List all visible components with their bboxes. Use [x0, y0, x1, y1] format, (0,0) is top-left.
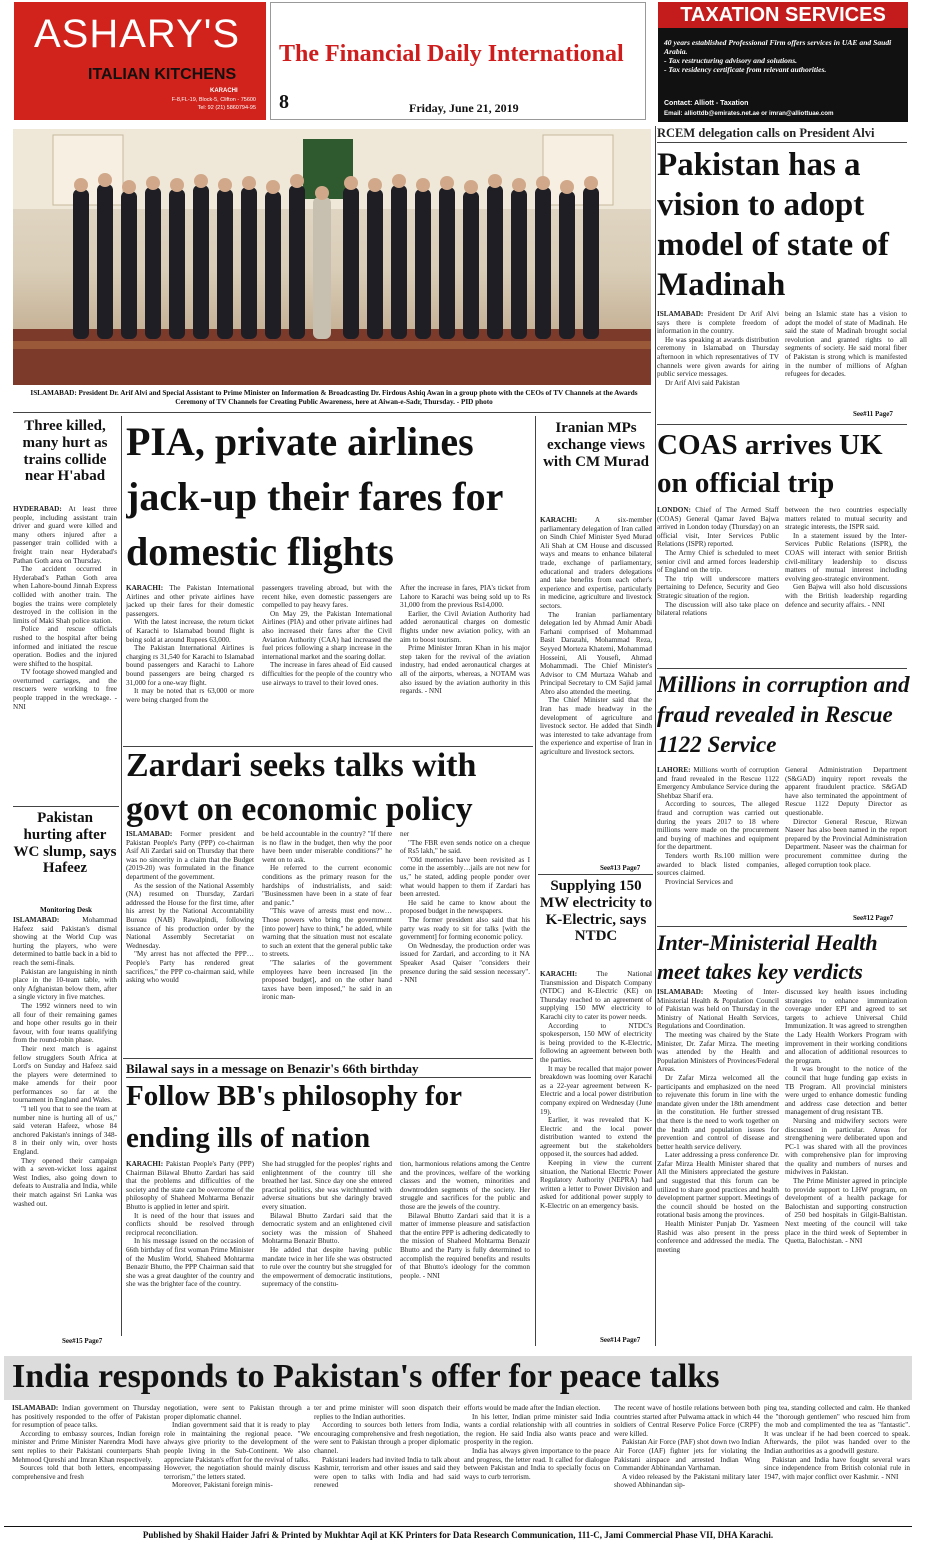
article-text: Director General Rescue, Rizwan Naseer has also been named in the report prepared by the Provincial Administration Department. Naseer was the chairman for procurement committee during the alleged corruption took place. — [785, 817, 907, 869]
article-text: He said he came to know about the proposed budget in the newspapers. — [400, 898, 530, 916]
cricket-headline: Pakistan hurting after WC slump, says Hafeez — [13, 810, 117, 877]
article-text: Later addressing a press conference Dr. Zafar Mirza Health Minister shared that All the Ministers appreciated the gesture and suggested that this forum can be utilized to share good practices and health development partner support. Meetings of the council should be hosted on the rotational basis among the provinces. — [657, 1151, 779, 1220]
article-text: The increase in fares ahead of Eid caused difficulties for the people of the country who use airways to travel to their loved ones. — [262, 661, 392, 687]
article-text: Chief of The Armed Staff (COAS) General Qamar Javed Bajwa arrived in London today (Thursday) on an official visit, Inter Services Public Relations (ISPR) reported. — [657, 506, 779, 549]
article-text: It may be noted that rs 63,000 or more were being charged from the — [126, 687, 254, 704]
ad-taxation-contact: Contact: Alliott - Taxation — [664, 100, 749, 107]
article-text: Earlier, it was revealed that K-Electric and the local power distribution wanted to extend the agreement but the stakeholders opposed it, the sources had added. — [540, 1116, 652, 1159]
madinah-jump: See#11 Page7 — [853, 410, 893, 418]
dateline: ISLAMABAD: — [12, 1404, 59, 1412]
article-text: The former president also said that his party was ready to sit for talks [with the government] for forming economic policy. — [400, 915, 530, 942]
article-text: According to sources, The alleged fraud and corruption was carried out during the years 2017 to 18 where millions were made on the procurement and buying of machines and equipment for the department. — [657, 800, 779, 852]
article-text: With the latest increase, the return ticket of Karachi to Islamabad bound flight is being sold at around Rupees 63,000. — [126, 618, 254, 644]
iran-body — [540, 516, 652, 858]
article-text: The Army Chief is scheduled to meet senior civil and armed forces leadership of England on the trip. — [657, 548, 779, 575]
article-text: In a statement issued by the Inter-Services Public Relations (ISPR), the COAS will interact with senior British civil-military leadership to discuss matters of mutual interest including evolving geo-strategic environment. — [785, 531, 907, 583]
pia-headline: PIA, private airlines jack-up their fares for domestic flights — [126, 419, 503, 574]
divider — [655, 126, 656, 1346]
rescue-col-2 — [785, 766, 907, 914]
article-text: ter and prime minister will soon dispatch their replies to the Indian authorities. — [314, 1404, 460, 1421]
article-text: Nursing and midwifery sectors were discussed in particular. Areas for strengthening were deliberated upon and PC-1 was shared with all the provinces with comprehensive plan for improving the quality and numbers of nurses and midwives in Pakistan. — [785, 1116, 907, 1177]
article-text: Former president and Pakistan People's Party (PPP) co-chairman Asif Ali Zardari said on Thursday that there was no sincerity in a claim that the Budget (2019-20) was formulated in the finance department of the government. — [126, 830, 254, 881]
health-col-1 — [657, 988, 779, 1348]
cricket-body — [13, 916, 117, 1336]
group-photo — [13, 129, 651, 385]
article-text: The recent wave of hostile relations between both countries started after Pulwama attack in which 44 soldiers of Central Reserve Police Force (CRPF) were killed. — [614, 1404, 760, 1438]
bilawal-col-1 — [126, 1160, 254, 1348]
article-text: He was speaking at awards distribution ceremony in Islamabad on Thursday afternoon in which representatives of TV channels were given awards for airing public service messages. — [657, 335, 779, 379]
article-text: being an Islamic state has a vision to adopt the model of state of Madinah. He said the state of Madinah brought social revolution and granted rights to all segments of society. He said moral fiber of Pakistan is strong which is manifested in the number of millions of Afghan refugees for decades. — [785, 310, 907, 379]
article-text: Pakistan are languishing in ninth place in the 10-team table, with only Afghanistan below them, after a single victory in five matches. — [13, 967, 117, 1002]
trains-body — [13, 505, 117, 807]
article-text: Dr Zafar Mirza welcomed all the participants and emphasized on the need to rejuvenate this forum in line with the mandate given under the 18th amendment in the constitution. He further stressed that there is the need to work together on the health and population issues for prevention and control of disease and better health service delivery. — [657, 1073, 779, 1151]
article-text: efforts would be made after the Indian election. — [464, 1404, 601, 1412]
cricket-desk: Monitoring Desk — [39, 906, 93, 914]
ad-taxation-line: - Tax restructuring advisory and solutions. — [664, 56, 798, 65]
article-text: General Administration Department (S&GAD) inquiry report reveals the apparent fraudulent practice. S&GAD have also terminated the appointment of Rescue 1122 Deputy Director as questionable. — [785, 766, 907, 817]
dateline: LONDON: — [657, 506, 691, 514]
iran-jump: See#13 Page7 — [600, 864, 641, 872]
india-col-3 — [314, 1404, 460, 1524]
article-text: The National Transmission and Dispatch Company (NTDC) and K-Electric (KE) on Thursday reached to an agreement of supplying 150 MW electricity to Karachi city to cater its power needs. — [540, 970, 652, 1021]
article-text: Pakistan and India have fought several wars since independence from British colonial rule in 1947, with major conflict over Kashmir. - NNI — [764, 1455, 910, 1481]
article-text: Police and rescue officials rushed to the hospital after being informed and initiated the rescue operation. Bodies and the injured were shifted to the hospital. — [13, 625, 117, 668]
ad-taxation-body — [664, 38, 904, 74]
ad-taxation-title: TAXATION SERVICES — [658, 2, 908, 28]
article-text: India has always given importance to the peace and progress, the letter read. It called for dialogue between Pakistan and India to specially focus on ways to curb terrorism. — [464, 1446, 610, 1481]
article-text: Earlier, the Civil Aviation Authority had added aeronautical charges on domestic flights under new aviation policy, with an aim to boost tourism. — [400, 609, 530, 644]
india-col-1 — [12, 1404, 160, 1524]
article-text: She had struggled for the peoples' rights and enlightenment of the country till she breathed her last. Since day one she entered practical politics, she was witchhunted with adverse situations but she daringly braved every situation. — [262, 1160, 392, 1211]
dateline: ISLAMABAD: — [657, 310, 704, 318]
ntdc-body — [540, 970, 652, 1330]
ad-asharys-city: KARACHI — [210, 88, 238, 94]
article-text: Pakistani leaders had invited India to talk about Kashmir, terrorism and other issues and said they were open to talks with India and had said renewed — [314, 1455, 460, 1490]
article-text: He referred to the current economic conditions as the primary reason for the hardships of industrialists, and said: "Businessmen have been in a state of fear and panic." — [262, 864, 392, 907]
article-text: Tenders worth Rs.100 million were awarded to black listed companies, sources claimed. — [657, 851, 779, 878]
article-text: between the two countries especially matters related to mutual security and strategic interests, the ISPR said. — [785, 506, 907, 532]
pia-col-1 — [126, 584, 254, 744]
divider — [121, 416, 122, 1336]
article-text: The Chief Minister said that the Iran has made headway in the development of agriculture and livestock sector. He added that Sindh was interested to take advantage from the experience and expertise of Iran in agriculture and livestock sectors. — [540, 696, 652, 757]
article-text: It is need of the hour that issues and conflicts should be resolved through reciprocal reconciliation. — [126, 1211, 254, 1237]
ad-taxation-line: - Tax residency certificate from relevant authorities. — [664, 65, 827, 74]
article-text: "This wave of arrests must end now…Those powers who bring the government [into power] have to think," he added, while warning that the situation must not escalate to such an extent that the general public take to streets. — [262, 907, 392, 959]
article-text: Bilawal Bhutto Zardari said that the democratic system and an enlightened civil society was the mission of Shaheed Mohtarma Benazir Bhutto. — [262, 1211, 392, 1246]
pia-col-2 — [262, 584, 392, 744]
dateline: KARACHI: — [126, 1160, 164, 1168]
article-text: "Old memories have been revisited as I come in the assembly…jails are not new for us," he stated, adding people ponder over what would happen to them if Zardari has been arrested. — [400, 855, 530, 899]
divider — [657, 424, 907, 425]
coas-col-1 — [657, 506, 779, 666]
article-text: The discussion will also take place on bilateral relations — [657, 600, 779, 618]
zardari-headline: Zardari seeks talks with govt on economic policy — [126, 747, 477, 828]
article-text: The Prime Minister agreed in principle to provide support to LHW program, on development of a health package for Balochistan and supporting construction of 250 bed hospitals in Gilgit-Baltistan. Next meeting of the council will take place in the third week of September in Quetta, Balochistan. - NNI — [785, 1177, 907, 1246]
bilawal-col-3 — [400, 1160, 530, 1348]
article-text: Keeping in view the current situation, the National Electric Power Regulatory Authority (NEPRA) had written a letter to Power Division and asked for additional power supply to K-Electric on an emergency basis. — [540, 1159, 652, 1211]
divider — [13, 806, 119, 807]
divider — [657, 926, 907, 927]
article-text: passengers traveling abroad, but with the recent hike, even domestic passengers are compelled to pay heavy fares. — [262, 584, 392, 610]
ntdc-headline: Supplying 150 MW electricity to K-Electric, says NTDC — [539, 878, 653, 945]
article-text: ner — [400, 830, 410, 838]
article-text: Provincial Services and — [665, 877, 733, 886]
article-text: "I tell you that to see the team at number nine is hurting all of us," said veteran Hafeez, whose 84 anchored Pakistan's innings of 348-8 in their only win, over hosts England. — [13, 1105, 117, 1157]
article-text: According to embassy sources, Indian foreign minister and Prime Minister Narendra Modi have sent replies to their Pakistani counterparts Shah Mehmood Qureshi and Imran Khan respectively. — [12, 1429, 160, 1464]
article-text: They opened their campaign with a seven-wicket loss against West Indies, also going down to defeats to Australia and India, while their match against Sri Lanka was washed out. — [13, 1156, 117, 1208]
dateline: ISLAMABAD: — [13, 916, 60, 924]
article-text: According to sources both letters from India, encouraging comprehensive and fresh negotiation, were sent to Pakistan through a proper diplomatic channel. — [314, 1421, 460, 1455]
dateline: KARACHI: — [540, 516, 578, 524]
masthead-title: The Financial Daily International — [279, 41, 624, 67]
article-text: In his letter, Indian prime minister said India wants a cordial relationship with all countries in the region. He said India also wants peace and prosperity in the region. — [464, 1412, 610, 1447]
article-text: Their next match is against fellow strugglers South Africa at Lord's on Sunday and Hafeez said the players were determined to make amends for their poor performances so far at the tournament in England and Wales. — [13, 1044, 117, 1105]
ad-asharys-address: F-8,FL-19, Block-5, Clifton - 75600 — [171, 97, 256, 103]
madinah-headline: Pakistan has a vision to adopt model of state of Madinah — [657, 147, 889, 303]
article-text: negotiation, were sent to Pakistan through a proper diplomatic channel. — [164, 1404, 310, 1421]
madinah-kicker: RCEM delegation calls on President Alvi — [657, 126, 875, 140]
footer-imprint: Published by Shakil Haider Jafri & Printed by Mukhtar Aqil at KK Printers for Data Research Communication, 111-C, Jami Commercial Phase VII, DHA Karachi. — [142, 1530, 774, 1540]
india-col-5 — [614, 1404, 760, 1524]
india-col-2 — [164, 1404, 310, 1524]
article-text: On Wednesday, the production order was issued for Zardari, and according to it NA Speaker Asad Qaiser "considers their presence during the said session necessary". - NNI — [400, 941, 530, 985]
article-text: ping tea, standing collected and calm. He thanked the "thorough gentlemen" who rescued him from the mob and complimented the tea as "fantastic". It was unclear if he had been coerced to speak. Afterwards, the pilot was handed over to the Indian authorities as a goodwill gesture. — [764, 1404, 910, 1455]
ad-asharys-tel: Tel: 92 (21) 5860794-95 — [197, 105, 256, 111]
article-text: President Dr Arif Alvi says there is complete freedom of information in the country. — [657, 310, 779, 336]
dateline: ISLAMABAD: — [126, 830, 173, 838]
group-photo-image — [13, 129, 651, 385]
health-headline: Inter-Ministerial Health meet takes key verdicts — [657, 930, 878, 984]
article-text: After the increase in fares, PIA's ticket from Lahore to Karachi was being sold up to Rs 31,000 from the previous Rs14,000. — [400, 584, 530, 610]
article-text: TV footage showed mangled and overturned carriages, and the rescuers were working to free people trapped in the wreckage. - NNI — [13, 668, 117, 711]
ad-asharys — [14, 2, 266, 120]
article-text: Gen Bajwa will also hold discussions with the British leadership regarding defence and security affairs. - NNI — [785, 583, 907, 609]
article-text: The Pakistan International Airlines is charging rs 31,540 for Karachi to Islamabad bound passengers and Karachi to Lahore bound passengers are being charged rs 31,000 for a one-way flight. — [126, 644, 254, 687]
rescue-col-1 — [657, 766, 779, 924]
article-text: On May 29, the Pakistan International Airlines (PIA) and other private airlines had also increased their fares after the Civil Aviation Authority (CAA) had increased the fuel prices following a sharp increase in the international market and the soaring dollar. — [262, 609, 392, 661]
article-text: discussed key health issues including strategies to enhance immunization coverage under EPI and agreed to set targets to achieve Universal Child Immunization. It was agreed to strengthen the Lady Health Workers Program with improvement in their working conditions and allocation of additional resources to the program. — [785, 988, 907, 1065]
article-text: Bilawal Bhutto Zardari said that it is a matter of immense pleasure and satisfaction that the entire PPP is adhering dedicatedly to the mission of Shaheed Mohtarma Benazir Bhutto and the Party is fully determined to accomplish the required benefits and results of that Bhutto's ideology for the common people. - NNI — [400, 1211, 530, 1280]
article-text: be held accountable in the country? "If there is no flaw in the budget, then why the poor have been under miserable conditions?" he went on to ask. — [262, 830, 392, 864]
madinah-col-2 — [785, 310, 907, 410]
article-text: The meeting was chaired by the State Minister, Dr. Zafar Mirza. The meeting was attended by the Health and Population Ministers of Provinces/Federal Areas. — [657, 1030, 779, 1074]
article-text: The Iranian parliamentary delegation led by Ahmad Amir Abadi Farhani comprised of Mohammad Basit Darazahi, Mohammad Reza, Seyyed Morteza Khatemi, Mohammad Hosseini, Ali Yousefi, Ahmad Mohammadi. The Chief Minister's Advisor to CM Murtaza Wahab and Principal Secretary to CM Sajid jamal Abro also attended the meeting. — [540, 610, 652, 696]
ntdc-jump: See#14 Page7 — [600, 1336, 641, 1344]
article-text: Mohammad Hafeez said Pakistan's dismal showing at the World Cup was hurting the players, who were determined to battle back in a bid to reach the semi-finals. — [13, 916, 117, 967]
article-text: Pakistan Air Force (PAF) shot down two Indian Air Force (IAF) fighter jets for violating the Pakistani airspace and arrested Indian Wing Commander Abhinandan Varthaman. — [614, 1438, 760, 1473]
photo-caption: ISLAMABAD: President Dr. Arif Alvi and Special Assistant to Prime Minister on Information & Broadcasting Dr. Firdous Ashiq Awan in a group photo with the CEOs of TV Channels at the Awards Ceremony of TV Channels for Creating Public Awareness, here at Aiwan-e-Sadr, Thursday. - PID photo — [30, 389, 638, 406]
article-text: The accident occurred in Hyderabad's Pathan Goth area when Lahore-bound Jinnah Express collided with another train. The bogies the trains were completely destroyed in the collision in the limits of Maki Shah police station. — [13, 565, 117, 625]
issue-date: Friday, June 21, 2019 — [409, 101, 519, 115]
dateline: KARACHI: — [540, 970, 578, 978]
dateline: KARACHI: — [126, 584, 164, 592]
divider — [657, 142, 907, 143]
zardari-col-1 — [126, 830, 254, 1052]
bilawal-kicker: Bilawal says in a message on Benazir's 66th birthday — [126, 1061, 419, 1076]
article-text: Moreover, Pakistani foreign minis- — [172, 1481, 273, 1490]
article-text: "The salaries of the government employees have been increased [in the proposed budget], and on the other hand taxes have been imposed," he said in an ironic man- — [262, 958, 392, 1002]
article-text: "My arrest has not affected the PPP…People's Party has rendered great sacrifices," the PPP co-chairman said, while asking who would — [126, 950, 254, 985]
article-text: Indian government on Thursday has positively responded to the offer of Pakistan for resumption of peace talks. — [12, 1404, 160, 1430]
divider — [657, 668, 907, 669]
article-text: In his message issued on the occasion of 66th birthday of first woman Prime Minister of the Muslim World, Shaheed Mohtarma Benazir Bhutto, the PPP Chairman said that she was a great daughter of the country and she was the brighter face of the country. — [126, 1237, 254, 1289]
dateline: LAHORE: — [657, 766, 691, 774]
article-text: Prime Minister Imran Khan in his major step taken for the revival of the aviation industry, had ended aeronautical charges at all of the airports, whereas, a NOTAM was also issued by the aviation authority in this regards. - NNI — [400, 644, 530, 696]
madinah-col-1 — [657, 310, 779, 418]
article-text: A six-member parliamentary delegation of Iran called on Sindh Chief Minister Syed Murad Ali Shah at CM House and discussed ways and means to enhance bilateral trade, exchange of parliamentary, educational and traders delegations and take benefits from each other's experience and expertise, particularly in medicine, agriculture and livestock sectors. — [540, 516, 652, 610]
article-text: The 1992 winners need to win all four of their remaining games and hope other results go in their favour, with four teams qualifying from the round-robin phase. — [13, 1001, 117, 1045]
article-text: The trip will underscore matters pertaining to Defence, Security and Geo Strategic situation of the region. — [657, 574, 779, 600]
zardari-col-2 — [262, 830, 392, 1052]
dateline: ISLAMABAD: — [657, 988, 704, 996]
health-col-2 — [785, 988, 907, 1348]
india-col-4 — [464, 1404, 610, 1524]
article-text: The Pakistan International Airlines and other private airlines have jacked up their fares for their domestic passengers. — [126, 584, 254, 618]
ad-asharys-tagline: ITALIAN KITCHENS — [88, 66, 237, 83]
article-text: Indian government said that it is ready to play role in maintaining the regional peace. "We always give priority to the development of the people living in the Sub-Continent. We also appreciate Pakistan's effort for the revival of talks. However, the negotiation should mainly discuss terrorism," the letters stated. — [164, 1421, 310, 1481]
rescue-jump: See#12 Page7 — [853, 914, 894, 922]
bilawal-headline: Follow BB's philosophy for ending ills of nation — [126, 1080, 462, 1154]
ad-taxation-email: Email: alliottdb@emirates.net.ae or imran@alliottuae.com — [664, 110, 834, 117]
article-text: Millions worth of corruption and fraud revealed in the Rescue 1122 Emergency Ambulance Service during the Shehbaz Sharif era. — [657, 766, 779, 800]
article-text: Pakistan People's Party (PPP) Chairman Bilawal Bhutto Zardari has said that the problems and difficulties of the society and the state can be overcome of the philosophy of Shaheed Mohtarma Benazir Bhutto is applied in letter and spirit. — [126, 1160, 254, 1211]
article-text: According to NTDC's spokesperson, 150 MW of electricity is being provided to the K-Electric, following an agreement between both the parties. — [540, 1021, 652, 1064]
divider — [535, 416, 536, 1346]
iran-headline: Iranian MPs exchange views with CM Murad — [543, 420, 649, 470]
dateline: HYDERABAD: — [13, 505, 62, 513]
article-text: He added that despite having public mandate twice in her life she was obstructed to rule over the country but she struggled for the empowerment of democratic institutions, supremacy of the constitu- — [262, 1245, 392, 1289]
india-col-6 — [764, 1404, 910, 1524]
coas-col-2 — [785, 506, 907, 666]
trains-headline: Three killed, many hurt as trains collide near H'abad — [22, 418, 108, 485]
article-text: Health Minister Punjab Dr. Yasmeen Rashid was also present in the press conference and addressed the media. The meeting — [657, 1220, 779, 1254]
bilawal-col-2 — [262, 1160, 392, 1348]
article-text: It was brought to the notice of the council that huge funding gap exists in TB Program. All provincial ministers were urged to enhance domestic funding and address case detection and better management of drug resistant TB. — [785, 1065, 907, 1117]
article-text: tion, harmonious relations among the Centre and the provinces, welfare of the working classes and the women, minorities and downtrodden segments of the society. Her struggle and sacrifices for the public and those are the jewels of the country. — [400, 1160, 530, 1211]
article-text: A video released by the Pakistani military later showed Abhinandan sip- — [614, 1472, 760, 1490]
coas-headline: COAS arrives UK on official trip — [657, 429, 883, 499]
divider — [13, 412, 651, 413]
pia-col-3 — [400, 584, 530, 744]
article-text: Dr Arif Alvi said Pakistan — [665, 378, 740, 387]
divider — [538, 874, 653, 875]
divider — [4, 1526, 912, 1527]
article-text: As the session of the National Assembly (NA) resumed on Thursday, Zardari addressed the House for the first time, after his arrest by the National Accountability Bureau (NAB) Rawalpindi, following issuance of his production order by the National Assembly Secretariat on Wednesday. — [126, 881, 254, 950]
masthead — [270, 2, 646, 120]
divider — [123, 1058, 533, 1059]
ad-asharys-brand: ASHARY'S — [34, 12, 241, 56]
india-headline: India responds to Pakistan's offer for peace talks — [12, 1358, 720, 1395]
article-text: Meeting of Inter-Ministerial Health & Population Council of Pakistan was held on Thursday in the Ministry of National Health Services, Regulations and Coordination. — [657, 988, 779, 1031]
rescue-headline: Millions in corruption and fraud revealed in Rescue 1122 Service — [657, 672, 910, 757]
ad-taxation — [658, 2, 908, 122]
page-number: 8 — [279, 91, 289, 113]
article-text: At least three people, including assistant train driver and guard were killed and many others injured after a passenger train collided with a freight train near Hyderabad's Pathan Goth area on Thursday. — [13, 505, 117, 565]
cricket-jump: See#15 Page7 — [62, 1337, 103, 1345]
article-text: Sources told that both letters, encompassing comprehensive and fresh — [12, 1464, 160, 1481]
article-text: It may be recalled that major power breakdown was looming over Karachi as a 22-year agreement between K-Electric and a local power distribution company expired on Wednesday (June 19). — [540, 1064, 652, 1116]
zardari-col-3 — [400, 830, 530, 1052]
ad-taxation-line: 40 years established Professional Firm offers services in UAE and Saudi Arabia. — [664, 38, 892, 56]
article-text: "The FBR even sends notice on a cheque of Rs5 lakh," he said. — [400, 838, 530, 856]
